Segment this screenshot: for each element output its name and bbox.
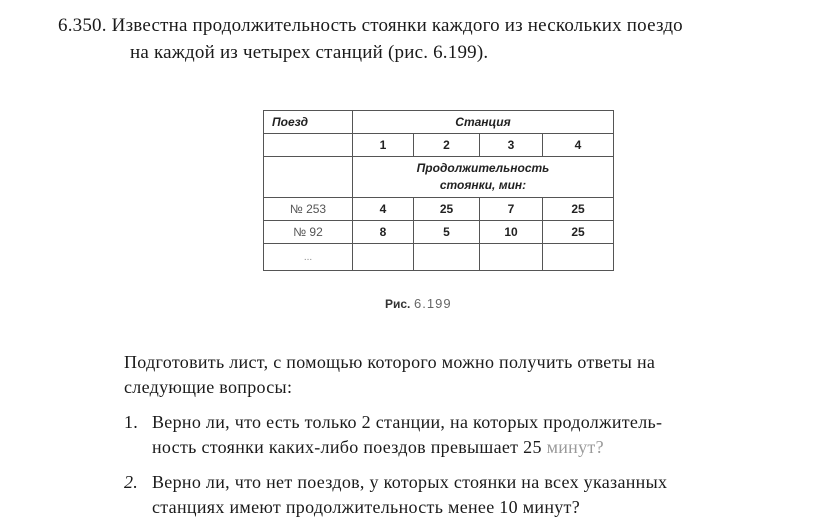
duration-header-row [264,157,614,198]
station-number: 2 [414,134,480,157]
empty-cell [353,244,414,271]
station-number: 1 [353,134,414,157]
caption-label: Рис. [385,297,411,311]
question-number: 2. [124,472,139,492]
duration-value: 8 [353,221,414,244]
problem-line-1: Известна продолжительность стоянки каждого из нескольких поездо [111,15,683,36]
caption-figure-number: 6.199 [414,296,452,311]
stations-table [263,110,614,271]
figure-caption [385,296,452,311]
problem-statement [58,12,803,66]
empty-cell [414,244,480,271]
duration-value: 10 [480,221,543,244]
table-row [264,221,614,244]
header-station: Станция [353,111,614,134]
duration-header-line-2: стоянки, мин: [439,178,527,192]
duration-header [353,157,614,198]
duration-value: 7 [480,198,543,221]
problem-line-2: на каждой из четырех станций (рис. 6.199). [130,42,489,63]
problem-number: 6.350. [58,15,107,36]
task-line-1: Подготовить лист, с помощью которого можно получить ответы на [124,352,656,372]
task-text [124,350,804,400]
question-1-line-2-faded: минут? [546,437,604,457]
question-1-line-2-main: ность стоянки каких-либо поездов превышает 25 [152,437,542,457]
header-train: Поезд [264,111,353,134]
task-line-2: следующие вопросы: [124,377,293,397]
duration-value: 4 [353,198,414,221]
station-number: 3 [480,134,543,157]
duration-value: 25 [414,198,480,221]
question-number: 1. [124,412,139,432]
duration-value: 5 [414,221,480,244]
duration-header-line-1: Продолжительность [416,161,550,175]
duration-value: 25 [543,221,614,244]
empty-cell [480,244,543,271]
ellipsis: ... [264,244,353,271]
station-number: 4 [543,134,614,157]
question-1 [124,410,804,460]
train-id: № 253 [264,198,353,221]
question-2-line-2: станциях имеют продолжительность менее 10 минут? [152,497,581,517]
table-header-row [264,111,614,134]
table-row [264,198,614,221]
duration-value: 25 [543,198,614,221]
station-numbers-row [264,134,614,157]
table-row-ellipsis [264,244,614,271]
train-id: № 92 [264,221,353,244]
question-2-line-1: Верно ли, что нет поездов, у которых стоянки на всех указанных [152,472,668,492]
question-1-line-1: Верно ли, что есть только 2 станции, на которых продолжитель- [152,412,663,432]
question-1-line-2 [124,435,804,460]
question-2 [124,470,804,520]
empty-cell [264,134,353,157]
empty-cell [543,244,614,271]
empty-cell [264,157,353,198]
